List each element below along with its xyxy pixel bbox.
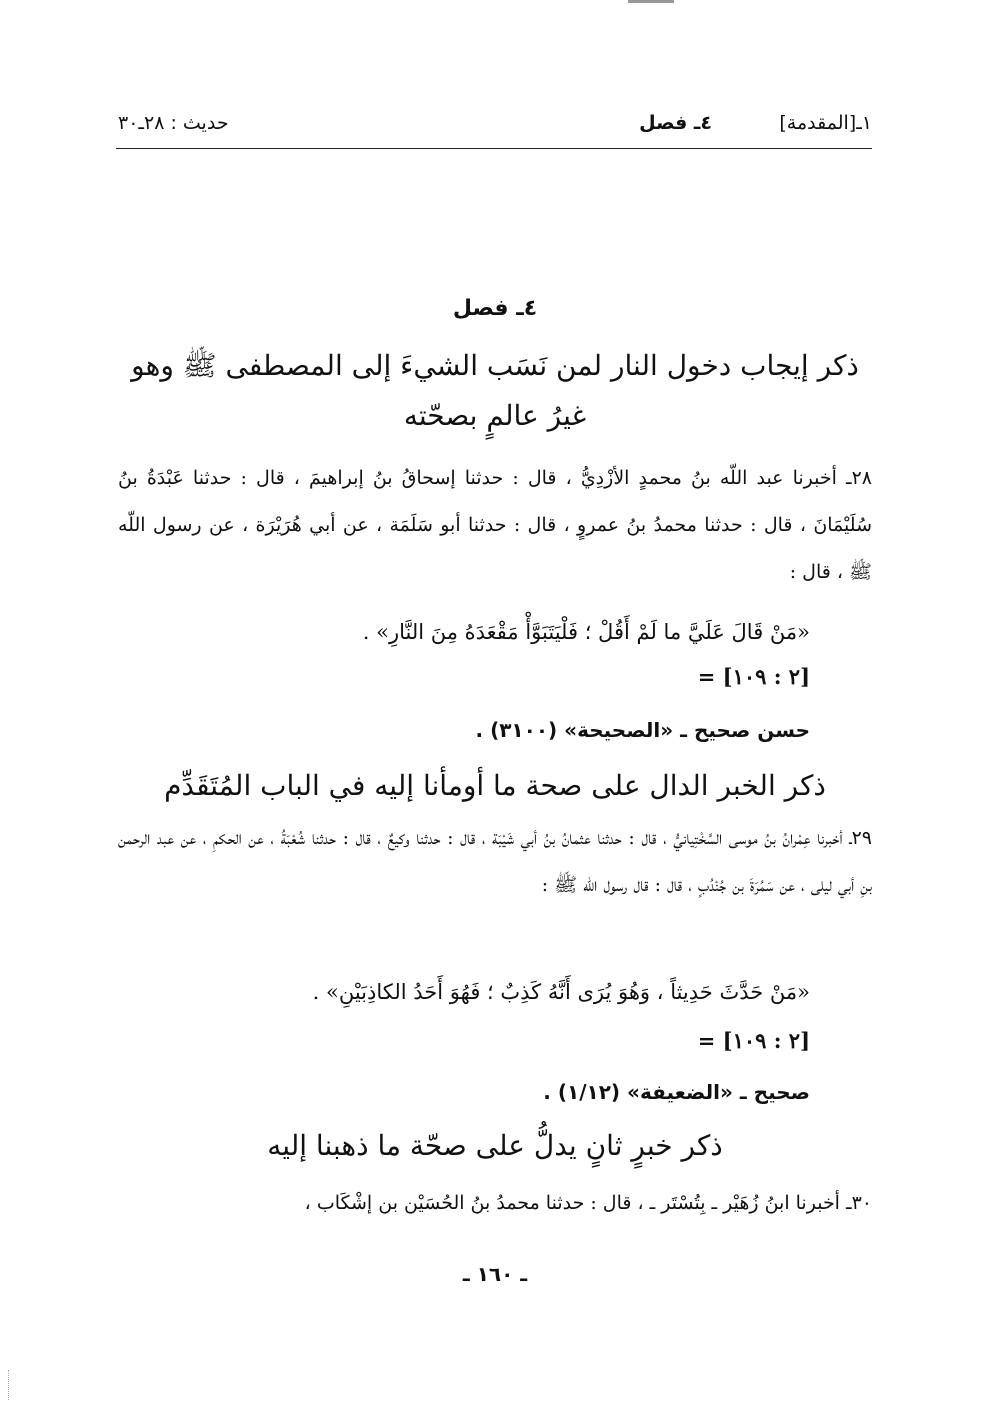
header-hadith-range: حديث : ٢٨ـ٣٠ <box>118 112 229 134</box>
chapter-title-1-line-2: غيرُ عالمٍ بصحّته <box>403 399 587 432</box>
header-rule <box>116 148 872 149</box>
hadith-29-isnad: ٢٩ـ أخبرنا عِمْرانُ بنُ موسى السَّخْتِيانيُّ ، قال : حدثنا عثمانُ بنُ أبي شَيْبَة ، قال : حدثنا وكيعٌ ، قال : حدثنا شُعْبَةُ ، عن الحكمِ ، عن عبد الرحمن بنِ أبي ليلى ، عن سَمُرَةَ بن جُنْدُبٍ ، قال : قال رسول اللّه ﷺ : <box>118 827 872 896</box>
chapter-title-1-line-1: ذكر إيجاب دخول النار لمن نَسَب الشيءَ إلى المصطفى ﷺ وهو <box>131 349 859 382</box>
header-book-part: ١ـ[المقدمة] <box>779 112 872 134</box>
margin-dots <box>8 1370 11 1400</box>
section-title: ٤ـ فصل <box>452 296 538 321</box>
hadith-29-reference: [٢ : ١٠٩] = <box>697 1028 810 1053</box>
hadith-30-isnad: ٣٠ـ أخبرنا ابنُ زُهَيْر ـ بِتُسْتَر ـ ، قال : حدثنا محمدُ بنُ الحُسَيْن بن إشْكَاب ، <box>304 1192 872 1214</box>
scan-mark <box>628 0 674 3</box>
hadith-28-isnad: ٢٨ـ أخبرنا عبد اللّه بنُ محمدٍ الأزْدِيُّ ، قال : حدثنا إسحاقُ بنُ إبراهيمَ ، قال : حدثنا عَبْدَةُ بنُ سُلَيْمَانَ ، قال : حدثنا محمدُ بنُ عمروٍ ، قال : حدثنا أبو سَلَمَة ، عن أبي هُرَيْرَة ، عن رسول اللّه ﷺ ، قال : <box>118 467 872 583</box>
header-section: ٤ـ فصل <box>639 112 712 134</box>
page-number: ـ ١٦٠ ـ <box>462 1262 528 1286</box>
hadith-29-matn: «مَنْ حَدَّثَ حَدِيثاً ، وَهُوَ يُرَى أَنَّهُ كَذِبٌ ؛ فَهُوَ أَحَدُ الكاذِبَيْنِ» . <box>312 980 810 1004</box>
hadith-28-reference: [٢ : ١٠٩] = <box>697 664 810 689</box>
hadith-29-grade: صحيح ـ «الضعيفة» (١/١٢) . <box>543 1080 810 1104</box>
chapter-title-2: ذكر الخبر الدال على صحة ما أومأنا إليه في الباب المُتَقَدِّم <box>164 769 826 802</box>
hadith-28-grade: حسن صحيح ـ «الصحيحة» (٣١٠٠) . <box>475 718 810 742</box>
running-header <box>118 112 872 146</box>
chapter-title-3: ذكر خبرٍ ثانٍ يدلُّ على صحّة ما ذهبنا إليه <box>267 1129 723 1162</box>
hadith-28-matn: «مَنْ قَالَ عَلَيَّ ما لَمْ أَقُلْ ؛ فَلْيَتَبَوَّأْ مَقْعَدَهُ مِنَ النَّارِ» . <box>362 620 810 644</box>
